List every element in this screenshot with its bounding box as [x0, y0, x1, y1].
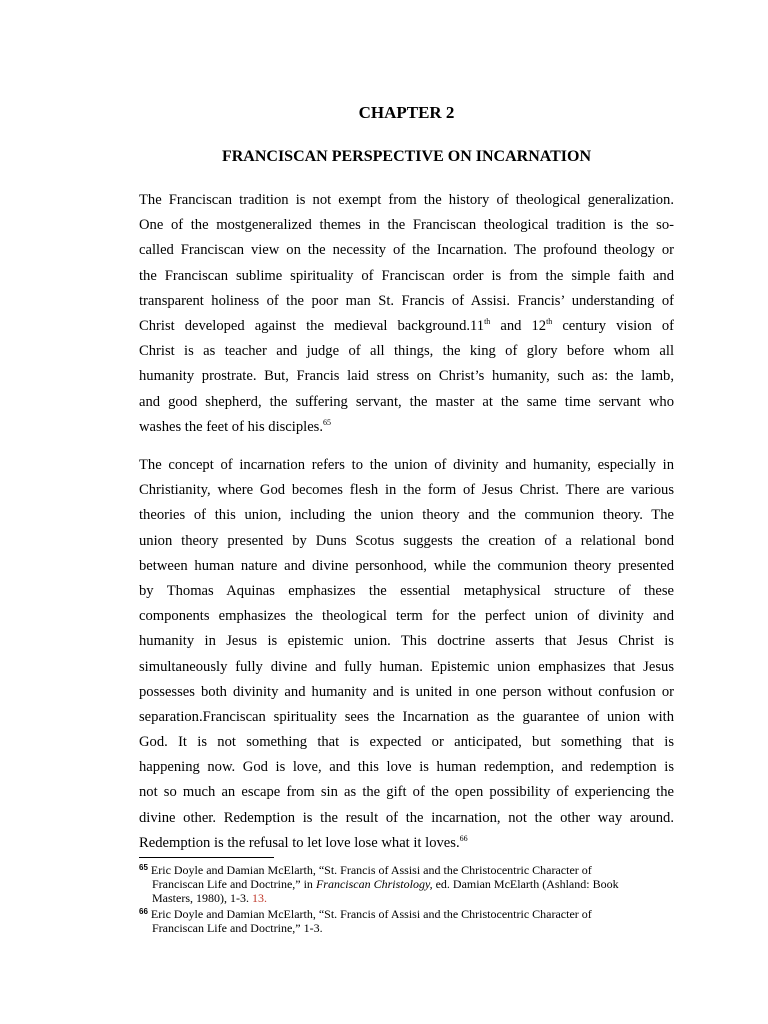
paragraph-line: possesses both divinity and humanity and is united in one person without confusion or [139, 683, 674, 700]
paragraph-line: simultaneously fully divine and fully human. Epistemic union emphasizes that Jesus [139, 658, 674, 675]
paragraph-line: by Thomas Aquinas emphasizes the essential metaphysical structure of these [139, 582, 674, 599]
footnote-mark: 65 [139, 863, 148, 872]
chapter-heading: CHAPTER 2 [358, 103, 455, 122]
footnote-line [139, 891, 674, 905]
footnote-line [139, 877, 674, 891]
paragraph-line: between human nature and divine personhood, while the communion theory presented [139, 557, 674, 574]
superscript: th [546, 316, 553, 326]
paragraph-line: theories of this union, including the union theory and the communion theory. The [139, 507, 674, 524]
paragraph-line: called Franciscan view on the necessity of the Incarnation. The profound theology or [139, 242, 674, 259]
footnote-line: Franciscan Life and Doctrine,” 1-3. [152, 921, 323, 935]
paragraph-line: transparent holiness of the poor man St. Francis of Assisi. Francis’ understanding of [139, 292, 674, 309]
line-text: and 12 [490, 317, 547, 334]
footnote-65 [139, 863, 674, 905]
line-text: century vision of [552, 317, 675, 334]
footnote-text: ed. Damian McElarth (Ashland: Book [432, 877, 619, 891]
footnote-line [139, 863, 674, 877]
footnote-text: Franciscan Life and Doctrine,” in [152, 877, 316, 891]
paragraph-line: humanity prostrate. But, Francis laid stress on Christ’s humanity, such as: the lamb, [139, 368, 674, 385]
paragraph-line: separation.Franciscan spirituality sees the Incarnation as the guarantee of union with [139, 708, 674, 725]
paragraph-line: union theory presented by Duns Scotus suggests the creation of a relational bond [139, 532, 674, 549]
footnote-reference[interactable]: 65 [323, 417, 331, 427]
paragraph-line: humanity in Jesus is epistemic union. This doctrine asserts that Jesus Christ is [139, 633, 674, 650]
paragraph-line: the Franciscan sublime spirituality of Franciscan order is from the simple faith and [139, 267, 674, 284]
paragraph-line [139, 314, 674, 339]
paragraph-line [139, 831, 674, 856]
footnote-text: Eric Doyle and Damian McElarth, “St. Francis of Assisi and the Christocentric Character of [147, 907, 592, 921]
paragraph-1 [139, 188, 674, 440]
paragraph-line: Christianity, where God becomes flesh in the form of Jesus Christ. There are various [139, 482, 674, 499]
footnote-red-text: 13. [251, 891, 267, 905]
footnote-separator [139, 857, 274, 858]
footnote-italic-title: Franciscan Christology, [315, 877, 433, 891]
paragraph-line: One of the mostgeneralized themes in the Franciscan theological tradition is the so- [139, 217, 674, 234]
footnote-text: Eric Doyle and Damian McElarth, “St. Francis of Assisi and the Christocentric Character of [147, 863, 592, 877]
superscript: th [484, 316, 491, 326]
paragraph-line: and good shepherd, the suffering servant, the master at the same time servant who [139, 393, 674, 410]
chapter-title: FRANCISCAN PERSPECTIVE ON INCARNATION [221, 148, 592, 165]
paragraph-line: Christ is as teacher and judge of all things, the king of glory before whom all [139, 343, 674, 360]
paragraph-line: happening now. God is love, and this love is human redemption, and redemption is [139, 759, 674, 776]
paragraph-line: divine other. Redemption is the result of the incarnation, not the other way around. [139, 809, 674, 826]
paragraph-2 [139, 453, 674, 856]
footnote-line [139, 907, 674, 921]
line-text: washes the feet of his disciples. [139, 418, 323, 435]
footnote-text: Masters, 1980), 1-3. [152, 891, 252, 905]
footnote-mark: 66 [139, 907, 148, 916]
footnote-66 [139, 907, 674, 935]
paragraph-line: components emphasizes the theological term for the perfect union of divinity and [139, 608, 674, 625]
line-text: Christ developed against the medieval background.11 [139, 317, 485, 334]
paragraph-line: not so much an escape from sin as the gift of the open possibility of experiencing the [139, 784, 674, 801]
line-text: Redemption is the refusal to let love lose what it loves. [139, 834, 460, 851]
paragraph-line [139, 415, 674, 440]
paragraph-line: The Franciscan tradition is not exempt from the history of theological generalization. [139, 192, 674, 208]
paragraph-line: The concept of incarnation refers to the union of divinity and humanity, especially in [139, 457, 674, 473]
paragraph-line: God. It is not something that is expected or anticipated, but something that is [139, 734, 674, 751]
footnote-reference[interactable]: 66 [459, 833, 468, 843]
